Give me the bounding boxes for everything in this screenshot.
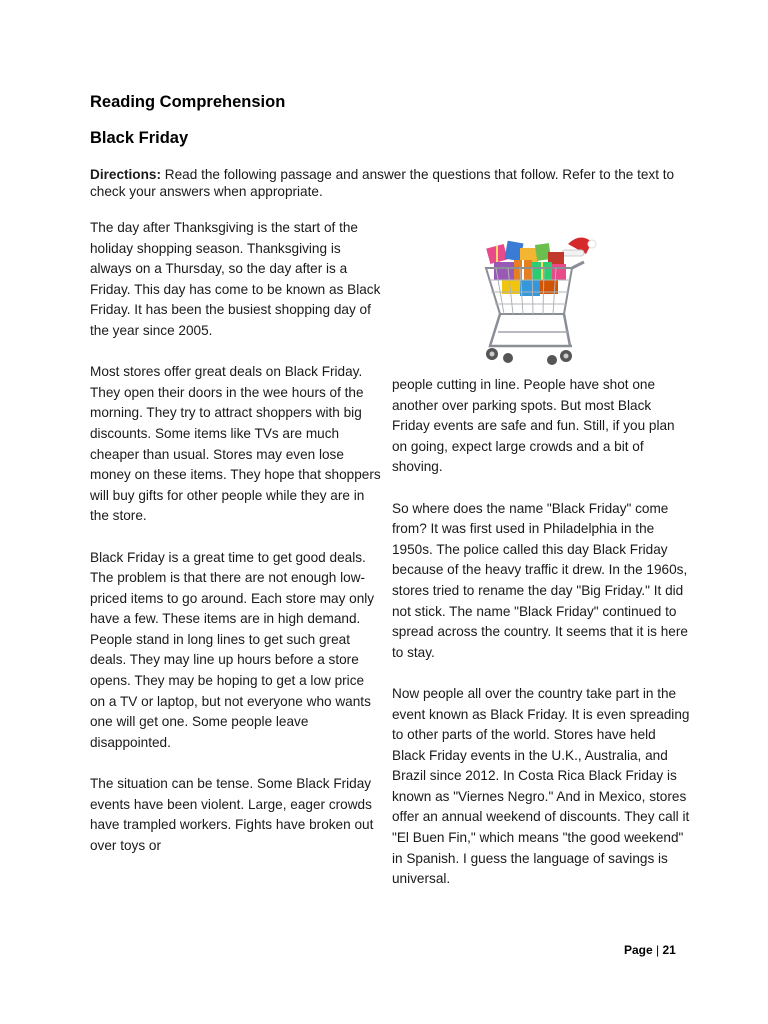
paragraph: people cutting in line. People have shot one another over parking spots. But most Black Friday events are safe and fun. Still, if you plan on going, expect large crowds and a bit of shoving. — [392, 377, 675, 475]
page-value: 21 — [662, 943, 676, 957]
paragraph: So where does the name "Black Friday" come from? It was first used in Philadelphia in the 1950s. The police called this day Black Friday because of the heavy traffic it drew. In the 1960s, stores tried to rename the day "Big Friday." It did not stick. The name "Black Friday" continued to spread across the country. It seems that it is here to stay. — [392, 500, 688, 660]
paragraph: The situation can be tense. Some Black Friday events have been violent. Large, eager crowds have trampled workers. Fights have broken out over toys or — [90, 776, 374, 853]
directions-label: Directions: — [90, 167, 162, 182]
directions — [90, 166, 690, 200]
paragraph: Now people all over the country take part in the event known as Black Friday. It is even spreading to other parts of the world. Stores have held Black Friday events in the U.K., Australia, and Brazil since 2012. In Costa Rica Black Friday is known as "Viernes Negro." And in Mexico, stores offer an annual weekend of discounts. They call it "El Buen Fin," which means "the good weekend" in Spanish. I guess the language of savings is universal. — [392, 685, 690, 887]
paragraph: Black Friday is a great time to get good deals. The problem is that there are not enough low-priced items to go around. Each store may only have a few. These items are in high demand. People stand in long lines to get such great deals. They may line up hours before a store opens. They may be hoping to get a low price on a TV or laptop, but not everyone who wants one will get one. Some people leave disappointed. — [90, 549, 375, 750]
page-label: Page — [624, 943, 653, 957]
page-number — [624, 943, 676, 957]
right-column — [392, 375, 692, 910]
passage-title: Black Friday — [90, 129, 189, 147]
reading-comprehension-heading: Reading Comprehension — [90, 93, 286, 111]
paragraph: The day after Thanksgiving is the start of the holiday shopping season. Thanksgiving is always on a Thursday, so the day after is a Friday. This day has come to be known as Black Friday. It has been the busiest shopping day of the year since 2005. — [90, 220, 381, 338]
left-column — [90, 218, 382, 877]
paragraph: Most stores offer great deals on Black Friday. They open their doors in the wee hours of the morning. They try to attract shoppers with big discounts. Some items like TVs are much cheaper than usual. Stores may even lose money on these items. They hope that shoppers will buy gifts for other people while they are in the store. — [90, 364, 381, 524]
shopping-cart-with-gifts-icon — [468, 228, 598, 368]
page-separator: | — [652, 943, 663, 957]
directions-text: Read the following passage and answer the questions that follow. Refer to the text to check your answers when appropriate. — [90, 167, 675, 199]
